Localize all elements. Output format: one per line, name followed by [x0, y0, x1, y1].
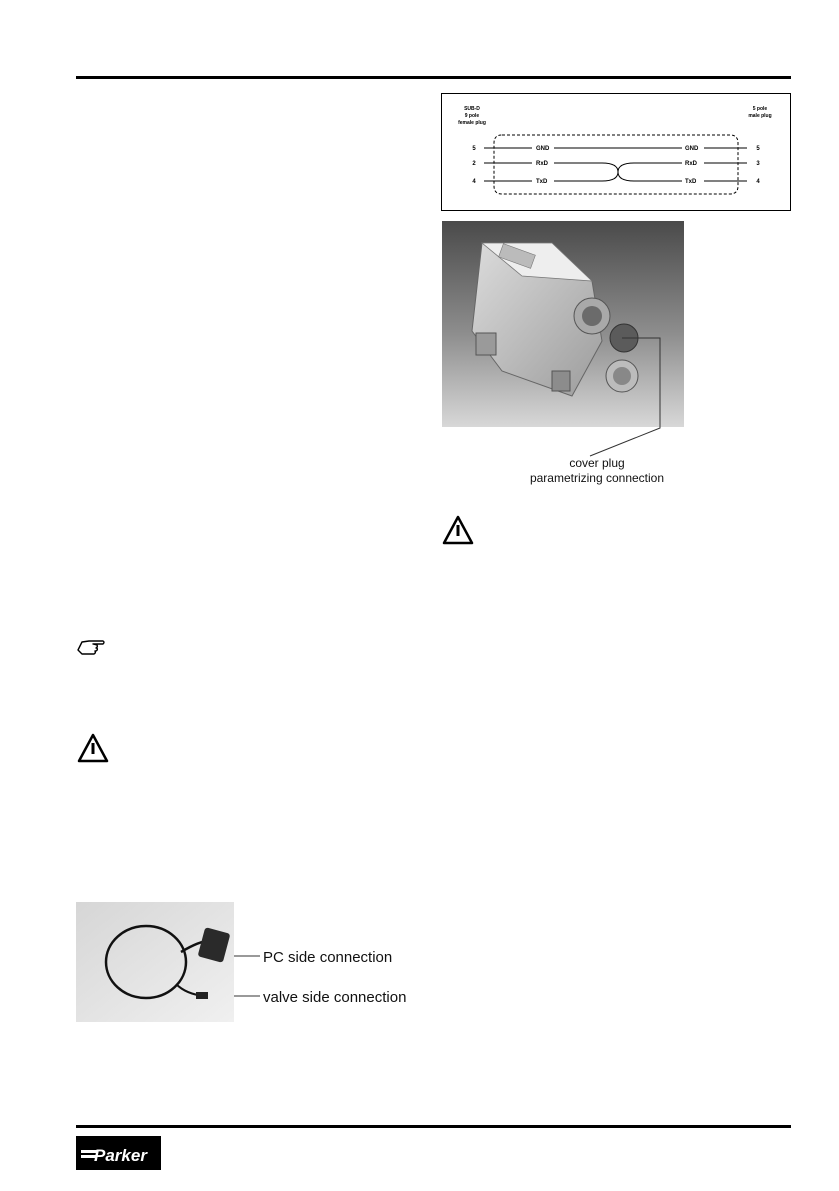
right-pin-3: 4	[756, 179, 760, 185]
leader-line	[560, 330, 670, 460]
cable-photo	[76, 902, 234, 1022]
parker-logo	[76, 1136, 161, 1170]
left-signal-3: TxD	[536, 179, 548, 185]
left-pin-1: 5	[472, 146, 476, 152]
warning-icon	[76, 732, 110, 764]
valve-caption	[482, 456, 712, 486]
pc-side-label: PC side connection	[263, 949, 393, 966]
shield-outline	[494, 135, 738, 194]
valve-side-label: valve side connection	[263, 989, 407, 1006]
caption-line-1: cover plug	[569, 456, 625, 470]
left-signal-1: GND	[536, 146, 550, 152]
left-header-line3: female plug	[458, 120, 486, 126]
left-signal-2: RxD	[536, 161, 549, 167]
left-header-line1: SUB-D	[464, 106, 480, 112]
caption-line-2: parametrizing connection	[529, 471, 665, 485]
logo-text: Parker	[94, 1146, 147, 1165]
right-pin-1: 5	[756, 146, 760, 152]
right-signal-1: GND	[685, 146, 699, 152]
right-signal-3: TxD	[685, 179, 697, 185]
left-pin-2: 2	[472, 161, 476, 167]
left-pin-3: 4	[472, 179, 476, 185]
warning-icon	[441, 514, 475, 546]
right-header-line1: 5 pole	[752, 106, 768, 112]
wiring-diagram	[441, 93, 791, 211]
pointing-hand-icon	[76, 636, 106, 656]
footer-rule	[76, 1125, 791, 1128]
right-pin-2: 3	[756, 161, 760, 167]
right-header-line2: male plug	[748, 113, 772, 119]
cable-leader-lines	[234, 950, 262, 1000]
crossover-txd-rxd	[554, 163, 682, 181]
right-signal-2: RxD	[685, 161, 698, 167]
left-header-line2: 9 pole	[464, 113, 480, 119]
header-rule	[76, 76, 791, 79]
